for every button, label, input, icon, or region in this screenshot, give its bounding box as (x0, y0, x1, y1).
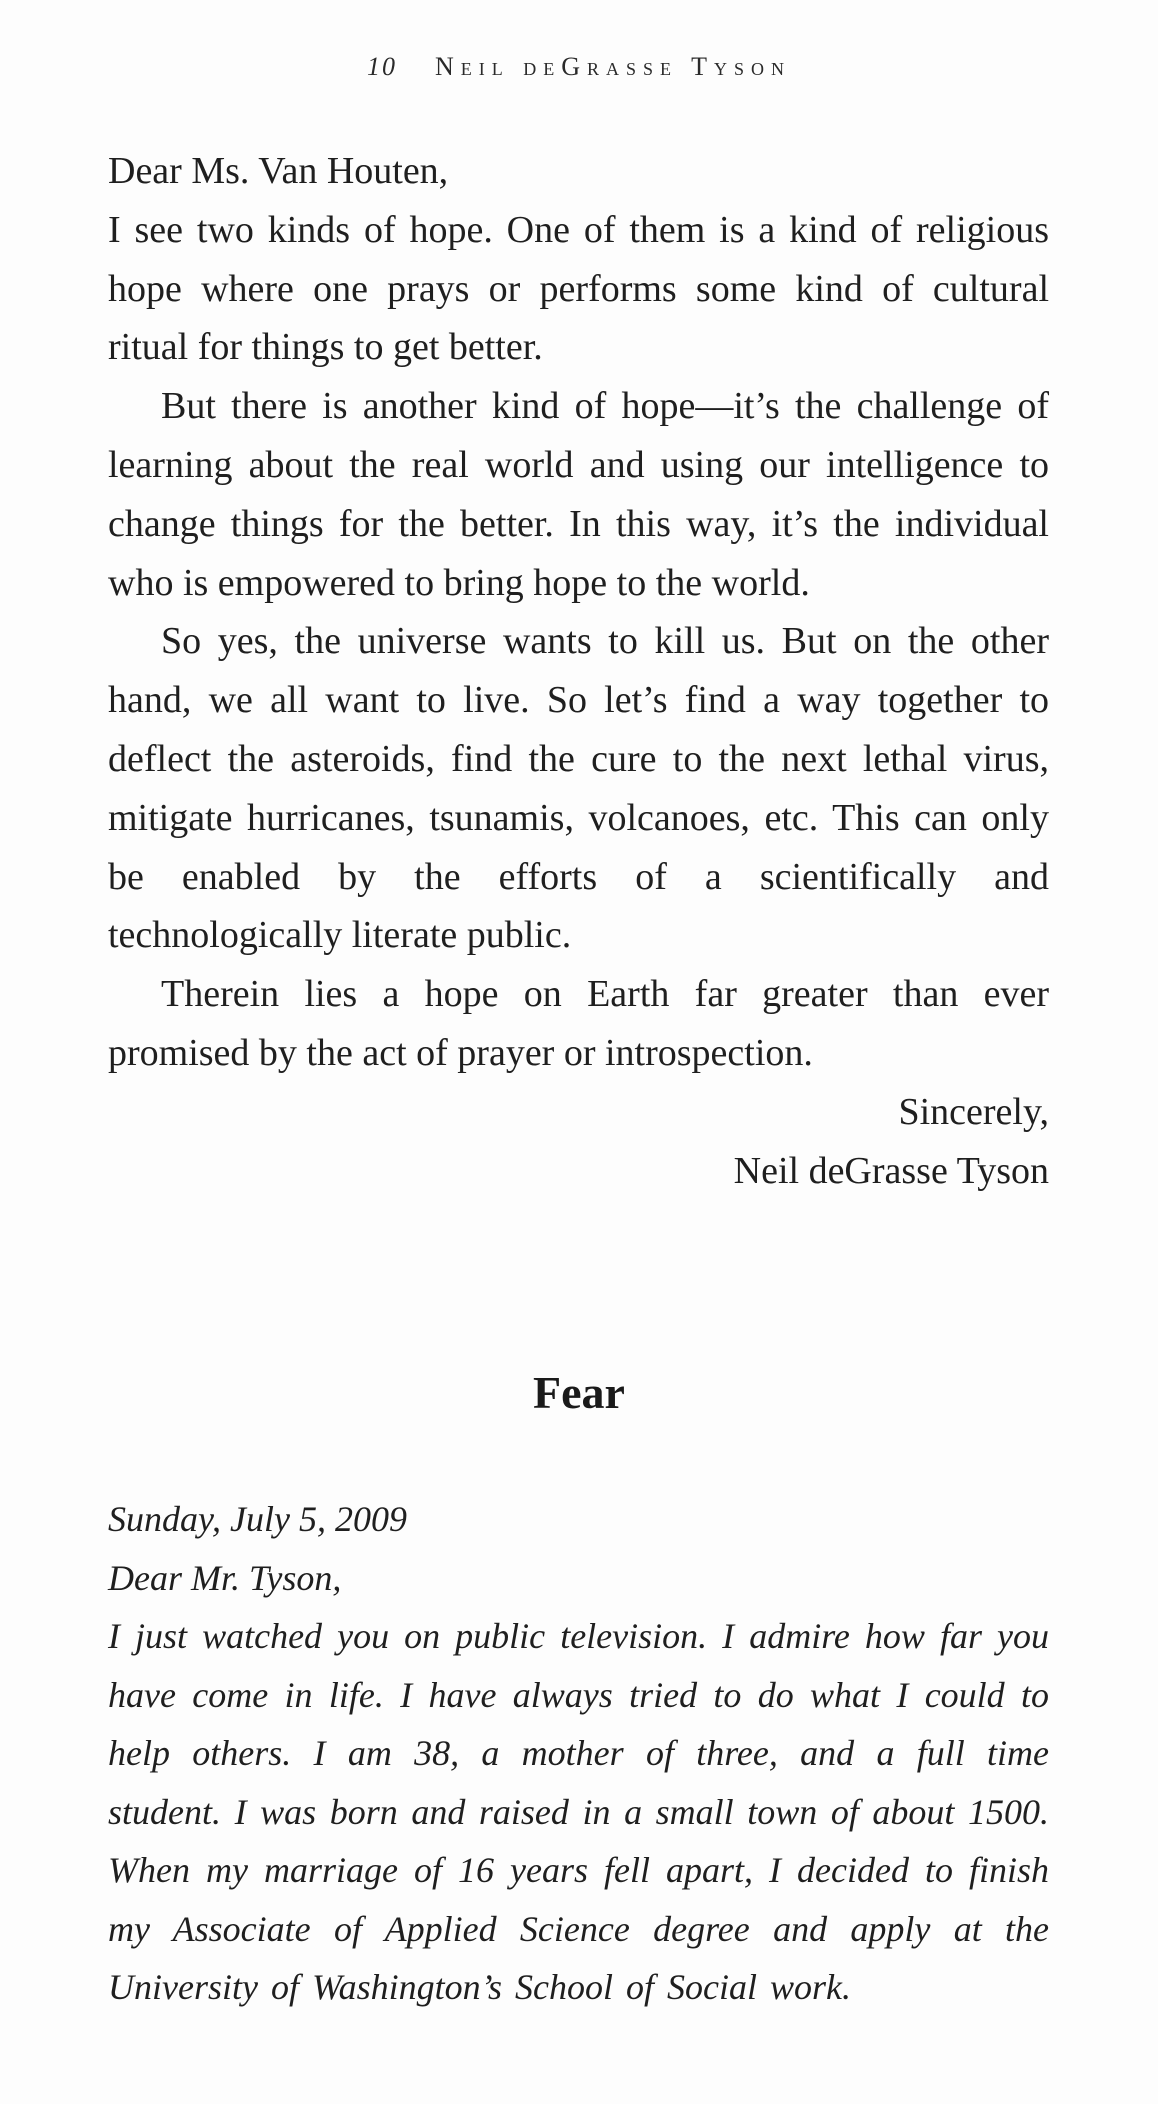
incoming-letter-body: I just watched you on public television. I admire how far you have come in life. I have always tried to do what I could to help others. I am 38, a mother of three, and a full time student. I was born and raised in a small town of about 1500. When my marriage of 16 years fell apart, I decided to finish my Associate of Applied Science degree and apply at the University of Washington’s School of Social work. (108, 1616, 1049, 2007)
reply-paragraph-1: I see two kinds of hope. One of them is a kind of religious hope where one prays or performs some kind of cultural ritual for things to get better. (108, 208, 1049, 369)
reply-paragraph-4: Therein lies a hope on Earth far greater than ever promised by the act of prayer or introspection. (108, 973, 1049, 1074)
page-number: 10 (367, 52, 397, 81)
reply-signature: Neil deGrasse Tyson (733, 1149, 1049, 1192)
reply-paragraph-3: So yes, the universe wants to kill us. But on the other hand, we all want to live. So let’s find a way together to deflect the asteroids, find the cure to the next lethal virus, mitigate hurricanes, tsunamis, volcanoes, etc. This can only be enabled by the efforts of a scientifically and technologically literate public. (108, 620, 1049, 957)
incoming-letter-salutation: Dear Mr. Tyson, (108, 1557, 342, 1598)
incoming-letter (108, 1490, 1049, 2017)
reply-letter (108, 142, 1049, 1200)
running-head (0, 52, 1158, 82)
reply-paragraph-2: But there is another kind of hope—it’s the challenge of learning about the real world and using our intelligence to change things for the better. In this way, it’s the individual who is empowered to bring hope to the world. (108, 385, 1049, 604)
running-head-author: Neil deGrasse Tyson (435, 52, 791, 81)
reply-closing: Sincerely, (898, 1090, 1049, 1133)
reply-salutation: Dear Ms. Van Houten, (108, 150, 449, 192)
section-title: Fear (533, 1367, 625, 1418)
incoming-letter-date: Sunday, July 5, 2009 (108, 1499, 407, 1539)
